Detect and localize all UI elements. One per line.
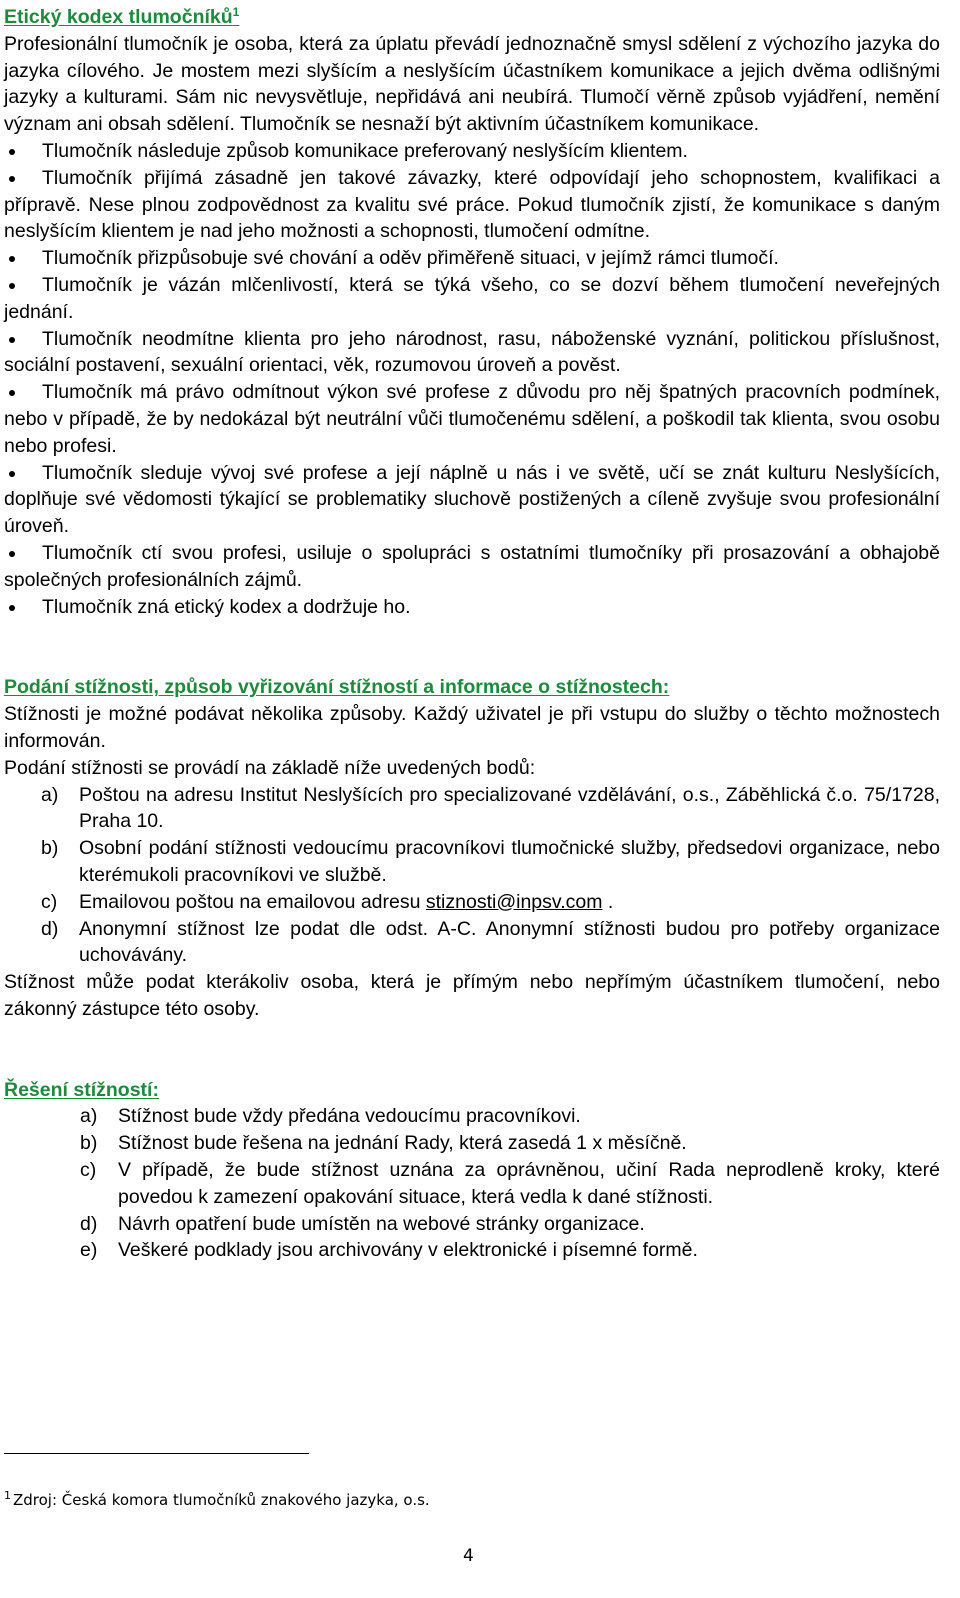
complaints-heading: Podání stížnosti, způsob vyřizování stížností a informace o stížnostech: [4, 676, 670, 699]
list-item: Tlumočník zná etický kodex a dodržuje ho. [4, 594, 940, 621]
list-item: Tlumočník sleduje vývoj své profese a její náplně u nás i ve světě, učí se znát kulturu Neslyšících, doplňuje své vědomosti týkající se problematiky sluchově postižených a cíleně zvyšuje svou profesionální úroveň. [4, 461, 940, 538]
footnote [4, 1490, 430, 1510]
footnote-separator [4, 1453, 309, 1454]
list-item: Tlumočník neodmítne klienta pro jeho národnost, rasu, náboženské vyznání, politickou příslušnost, sociální postavení, sexuální orientaci, věk, rozumovou úroveň a pověst. [4, 327, 940, 377]
list-item: e) Veškeré podklady jsou archivovány v elektronické i písemné formě. [80, 1239, 698, 1262]
list-item: Tlumočník je vázán mlčenlivostí, která se týká všeho, co se dozví během tlumočení neveřejných jednání. [4, 273, 940, 323]
ethics-list [4, 138, 940, 620]
list-item: c) Emailovou poštou na emailovou adresu stiznosti@inpsv.com . [41, 890, 614, 913]
page-number: 4 [463, 1546, 474, 1566]
bullet-icon [9, 149, 15, 155]
bullet-icon [9, 176, 15, 182]
email-link[interactable]: stiznosti@inpsv.com [425, 890, 603, 913]
footnote-ref[interactable]: 1 [232, 5, 240, 19]
complaints-intro-points: Podání stížnosti se provádí na základě níže uvedených bodů: [4, 756, 536, 779]
resolution-heading: Řešení stížností: [4, 1078, 159, 1101]
list-item: Tlumočník ctí svou profesi, usiluje o spolupráci s ostatními tlumočníky při prosazování a obhajobě společných profesionálních zájmů. [4, 541, 940, 591]
bullet-icon [9, 256, 15, 262]
list-item: b) Stížnost bude řešena na jednání Rady, která zasedá 1 x měsíčně. [80, 1132, 687, 1155]
list-item: a) Poštou na adresu Institut Neslyšících pro specializované vzdělávání, o.s., Záběhlická č.o. 75/1728, Praha 10. [41, 783, 940, 833]
complaints-list [4, 782, 940, 970]
list-item: Tlumočník přijímá zásadně jen takové závazky, které odpovídají jeho schopnostem, kvalifikaci a přípravě. Nese plnou zodpovědnost za kvalitu své práce. Pokud tlumočník zjistí, že komunikace s daným neslyšícím klientem je nad jeho možnosti a schopnosti, tlumočení odmítne. [4, 166, 940, 243]
resolution-list [4, 1103, 940, 1264]
bullet-icon [9, 551, 15, 557]
list-item: d) Návrh opatření bude umístěn na webové stránky organizace. [80, 1212, 645, 1235]
list-item: d) Anonymní stížnost lze podat dle odst. A-C. Anonymní stížnosti budou pro potřeby organizace uchovávány. [41, 917, 940, 967]
footnote-text: Zdroj: Česká komora tlumočníků znakového jazyka, o.s. [13, 1491, 430, 1509]
list-item: Tlumočník přizpůsobuje své chování a oděv přiměřeně situaci, v jejímž rámci tlumočí. [4, 245, 940, 272]
document-page [4, 4, 940, 1264]
list-item: a) Stížnost bude vždy předána vedoucímu pracovníkovi. [80, 1105, 581, 1128]
bullet-icon [9, 337, 15, 343]
footnote-number: 1 [4, 1489, 11, 1502]
bullet-icon [9, 471, 15, 477]
ethics-heading [4, 4, 940, 31]
list-item: c) V případě, že bude stížnost uznána za oprávněnou, učiní Rada neprodleně kroky, které povedou k zamezení opakování situace, která vedla k dané stížnosti. [80, 1159, 940, 1208]
ethics-title: Etický kodex tlumočníků [4, 6, 233, 28]
ethics-intro: Profesionální tlumočník je osoba, která za úplatu převádí jednoznačně smysl sdělení z výchozího jazyka do jazyka cílového. Je mostem mezi slyšícím a neslyšícím účastníkem komunikace a jejich dvěma odlišnými jazyky a kulturami. Sám nic nevysvětluje, nepřidává ani neubírá. Tlumočí věrně způsob vyjádření, nemění význam ani obsah sdělení. Tlumočník se nesnaží být aktivním účastníkem komunikace. [4, 32, 940, 136]
bullet-icon [9, 390, 15, 396]
bullet-icon [9, 283, 15, 289]
complaints-intro: Stížnosti je možné podávat několika způsoby. Každý uživatel je při vstupu do služby o těchto možnostech informován. [4, 703, 940, 752]
list-item: b) Osobní podání stížnosti vedoucímu pracovníkovi tlumočnické služby, předsedovi organizace, nebo kterémukoli pracovníkovi ve službě. [41, 837, 940, 886]
bullet-icon [9, 605, 15, 611]
list-item: Tlumočník má právo odmítnout výkon své profese z důvodu pro něj špatných pracovních podmínek, nebo v případě, že by nedokázal být neutrální vůči tlumočenému sdělení, a poškodil tak klienta, svou osobu nebo profesi. [4, 381, 940, 457]
list-item: Tlumočník následuje způsob komunikace preferovaný neslyšícím klientem. [4, 138, 940, 165]
complaints-closing: Stížnost může podat kterákoliv osoba, která je přímým nebo nepřímým účastníkem tlumočení, nebo zákonný zástupce této osoby. [4, 971, 940, 1020]
